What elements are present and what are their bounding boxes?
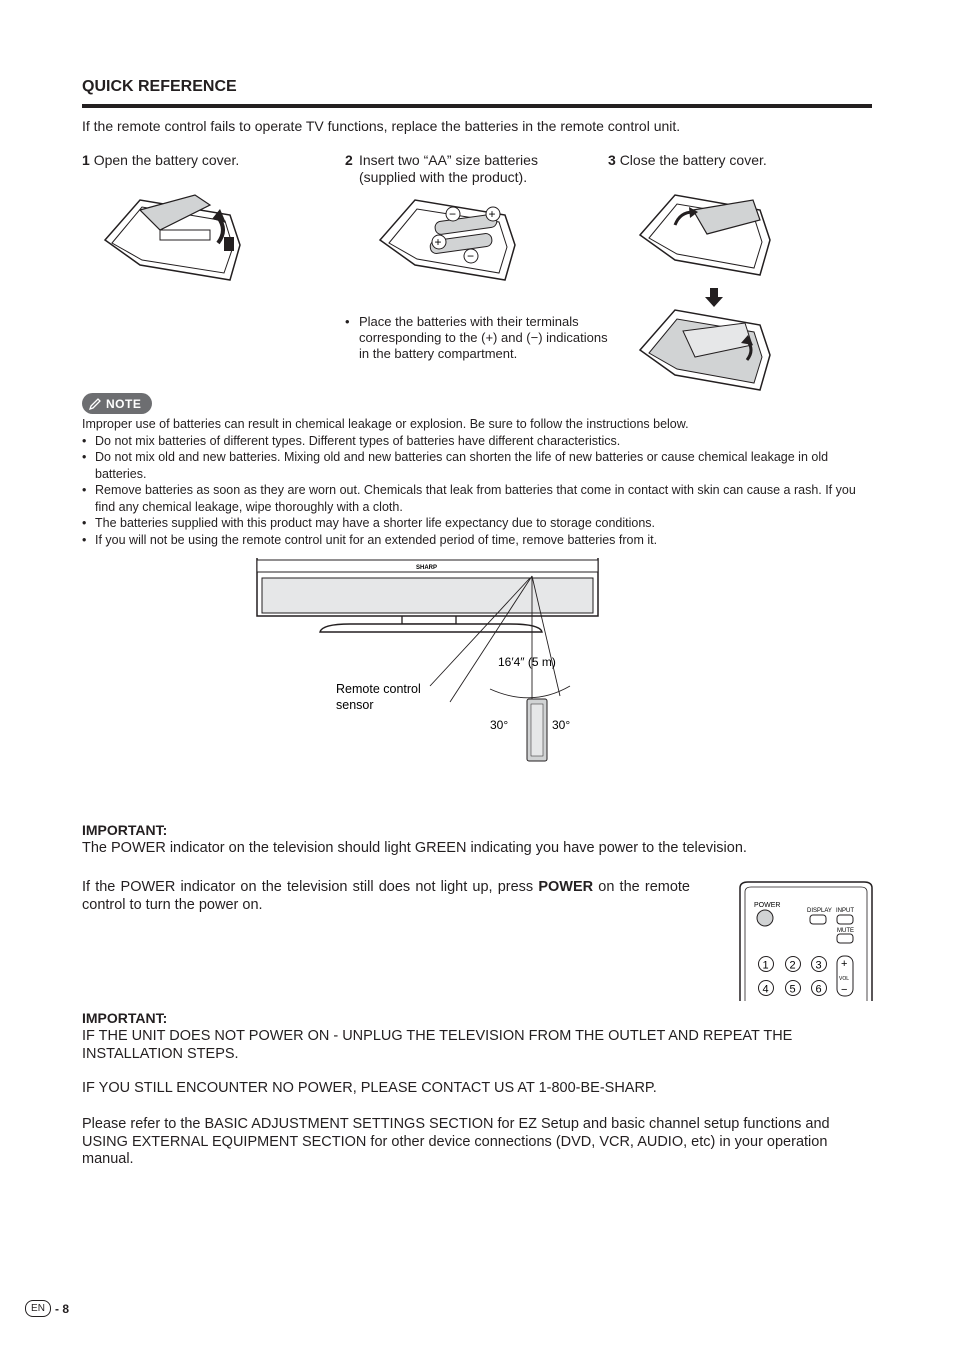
important-heading-2: IMPORTANT: xyxy=(82,1010,168,1026)
number-key-4: 4 xyxy=(762,983,769,996)
svg-text:+: + xyxy=(434,235,442,249)
mute-key-label: MUTE xyxy=(837,928,854,934)
power-key-label: POWER xyxy=(754,902,781,909)
step-1-text: Open the battery cover. xyxy=(93,152,240,168)
note-list xyxy=(82,433,872,549)
remote-closeup-illustration xyxy=(738,880,874,1002)
number-key-1: 1 xyxy=(762,959,769,972)
number-key-5: 5 xyxy=(789,983,796,996)
note-badge xyxy=(82,393,152,414)
note-label: NOTE xyxy=(106,396,142,411)
important-heading-1: IMPORTANT: xyxy=(82,822,168,838)
pencil-icon xyxy=(88,397,102,411)
step-3 xyxy=(608,152,838,169)
page-number: - 8 xyxy=(55,1301,70,1316)
number-key-3: 3 xyxy=(815,959,822,972)
svg-text:−: − xyxy=(467,249,475,263)
page-footer xyxy=(25,1300,69,1317)
step-1-number: 1 xyxy=(82,152,90,168)
svg-text:+: + xyxy=(841,958,848,970)
page-title: QUICK REFERENCE xyxy=(82,78,237,95)
important-text-2b: IF YOU STILL ENCOUNTER NO POWER, PLEASE CONTACT US AT 1-800-BE-SHARP. xyxy=(82,1080,657,1096)
vol-key-label: VOL xyxy=(839,976,850,982)
close-cover-illustration-bottom xyxy=(635,305,775,405)
power-keyword: POWER xyxy=(538,879,594,895)
open-battery-cover-illustration xyxy=(100,185,260,290)
step-2-text: Insert two “AA” size batteries (supplied with the product). xyxy=(359,152,538,185)
bullet: • xyxy=(345,314,350,329)
tv-brand-logo: SHARP xyxy=(416,565,438,571)
step-2 xyxy=(345,152,575,186)
svg-text:−: − xyxy=(449,207,457,221)
step-3-number: 3 xyxy=(608,152,616,168)
angle-right-label: 30° xyxy=(552,718,571,732)
step-2-number: 2 xyxy=(345,152,353,168)
power-instruction xyxy=(82,879,690,914)
power-instruction-after: on the remote control to turn the power on. xyxy=(82,879,690,913)
svg-text:+: + xyxy=(488,207,496,221)
close-cover-illustration-top xyxy=(635,190,775,290)
sensor-label-line2: sensor xyxy=(336,698,374,712)
important-text-1: The POWER indicator on the television should light GREEN indicating you have power to the television. xyxy=(82,840,747,856)
title-rule xyxy=(82,104,872,108)
language-badge: EN xyxy=(25,1300,51,1317)
sensor-label-line1: Remote control xyxy=(336,682,421,696)
battery-tip-text: Place the batteries with their terminals corresponding to the (+) and (−) indications in the battery compartment. xyxy=(359,314,608,361)
note-section xyxy=(82,416,872,548)
note-item: • Remove batteries as soon as they are worn out. Chemicals that leak from batteries that come in contact with skin can cause a rash. If you find any chemical leakage, wipe thoroughly with a cloth. xyxy=(82,482,872,515)
svg-text:−: − xyxy=(841,984,848,996)
important-text-2c: Please refer to the BASIC ADJUSTMENT SETTINGS SECTION for EZ Setup and basic channel setup functions and USING EXTERNAL EQUIPMENT SECTION for other device connections (DVD, VCR, AUDIO, etc) in your operation manual. xyxy=(82,1116,830,1167)
intro-text: If the remote control fails to operate TV functions, replace the batteries in the remote control unit. xyxy=(82,118,681,134)
battery-tip xyxy=(345,314,610,362)
insert-batteries-illustration xyxy=(375,195,525,290)
note-item: • Do not mix batteries of different types. Different types of batteries have different characteristics. xyxy=(82,433,872,450)
note-item: • If you will not be using the remote control unit for an extended period of time, remove batteries from it. xyxy=(82,532,872,549)
note-intro: Improper use of batteries can result in chemical leakage or explosion. Be sure to follow the instructions below. xyxy=(82,417,689,431)
number-key-2: 2 xyxy=(789,959,796,972)
note-item: • The batteries supplied with this product may have a shorter life expectancy due to storage conditions. xyxy=(82,515,872,532)
remote-range-diagram xyxy=(250,558,610,768)
power-instruction-before: If the POWER indicator on the television still does not light up, press xyxy=(82,879,539,895)
note-item: • Do not mix old and new batteries. Mixing old and new batteries can shorten the life of new batteries or cause chemical leakage in old batteries. xyxy=(82,449,872,482)
display-key-label: DISPLAY xyxy=(807,908,832,914)
important-text-2a: IF THE UNIT DOES NOT POWER ON - UNPLUG THE TELEVISION FROM THE OUTLET AND REPEAT THE INSTALLATION STEPS. xyxy=(82,1028,793,1062)
step-3-text: Close the battery cover. xyxy=(619,152,767,168)
step-1 xyxy=(82,152,312,169)
distance-label: 16′4″ (5 m) xyxy=(498,655,556,669)
number-key-6: 6 xyxy=(815,983,822,996)
angle-left-label: 30° xyxy=(490,718,509,732)
input-key-label: INPUT xyxy=(836,908,854,914)
